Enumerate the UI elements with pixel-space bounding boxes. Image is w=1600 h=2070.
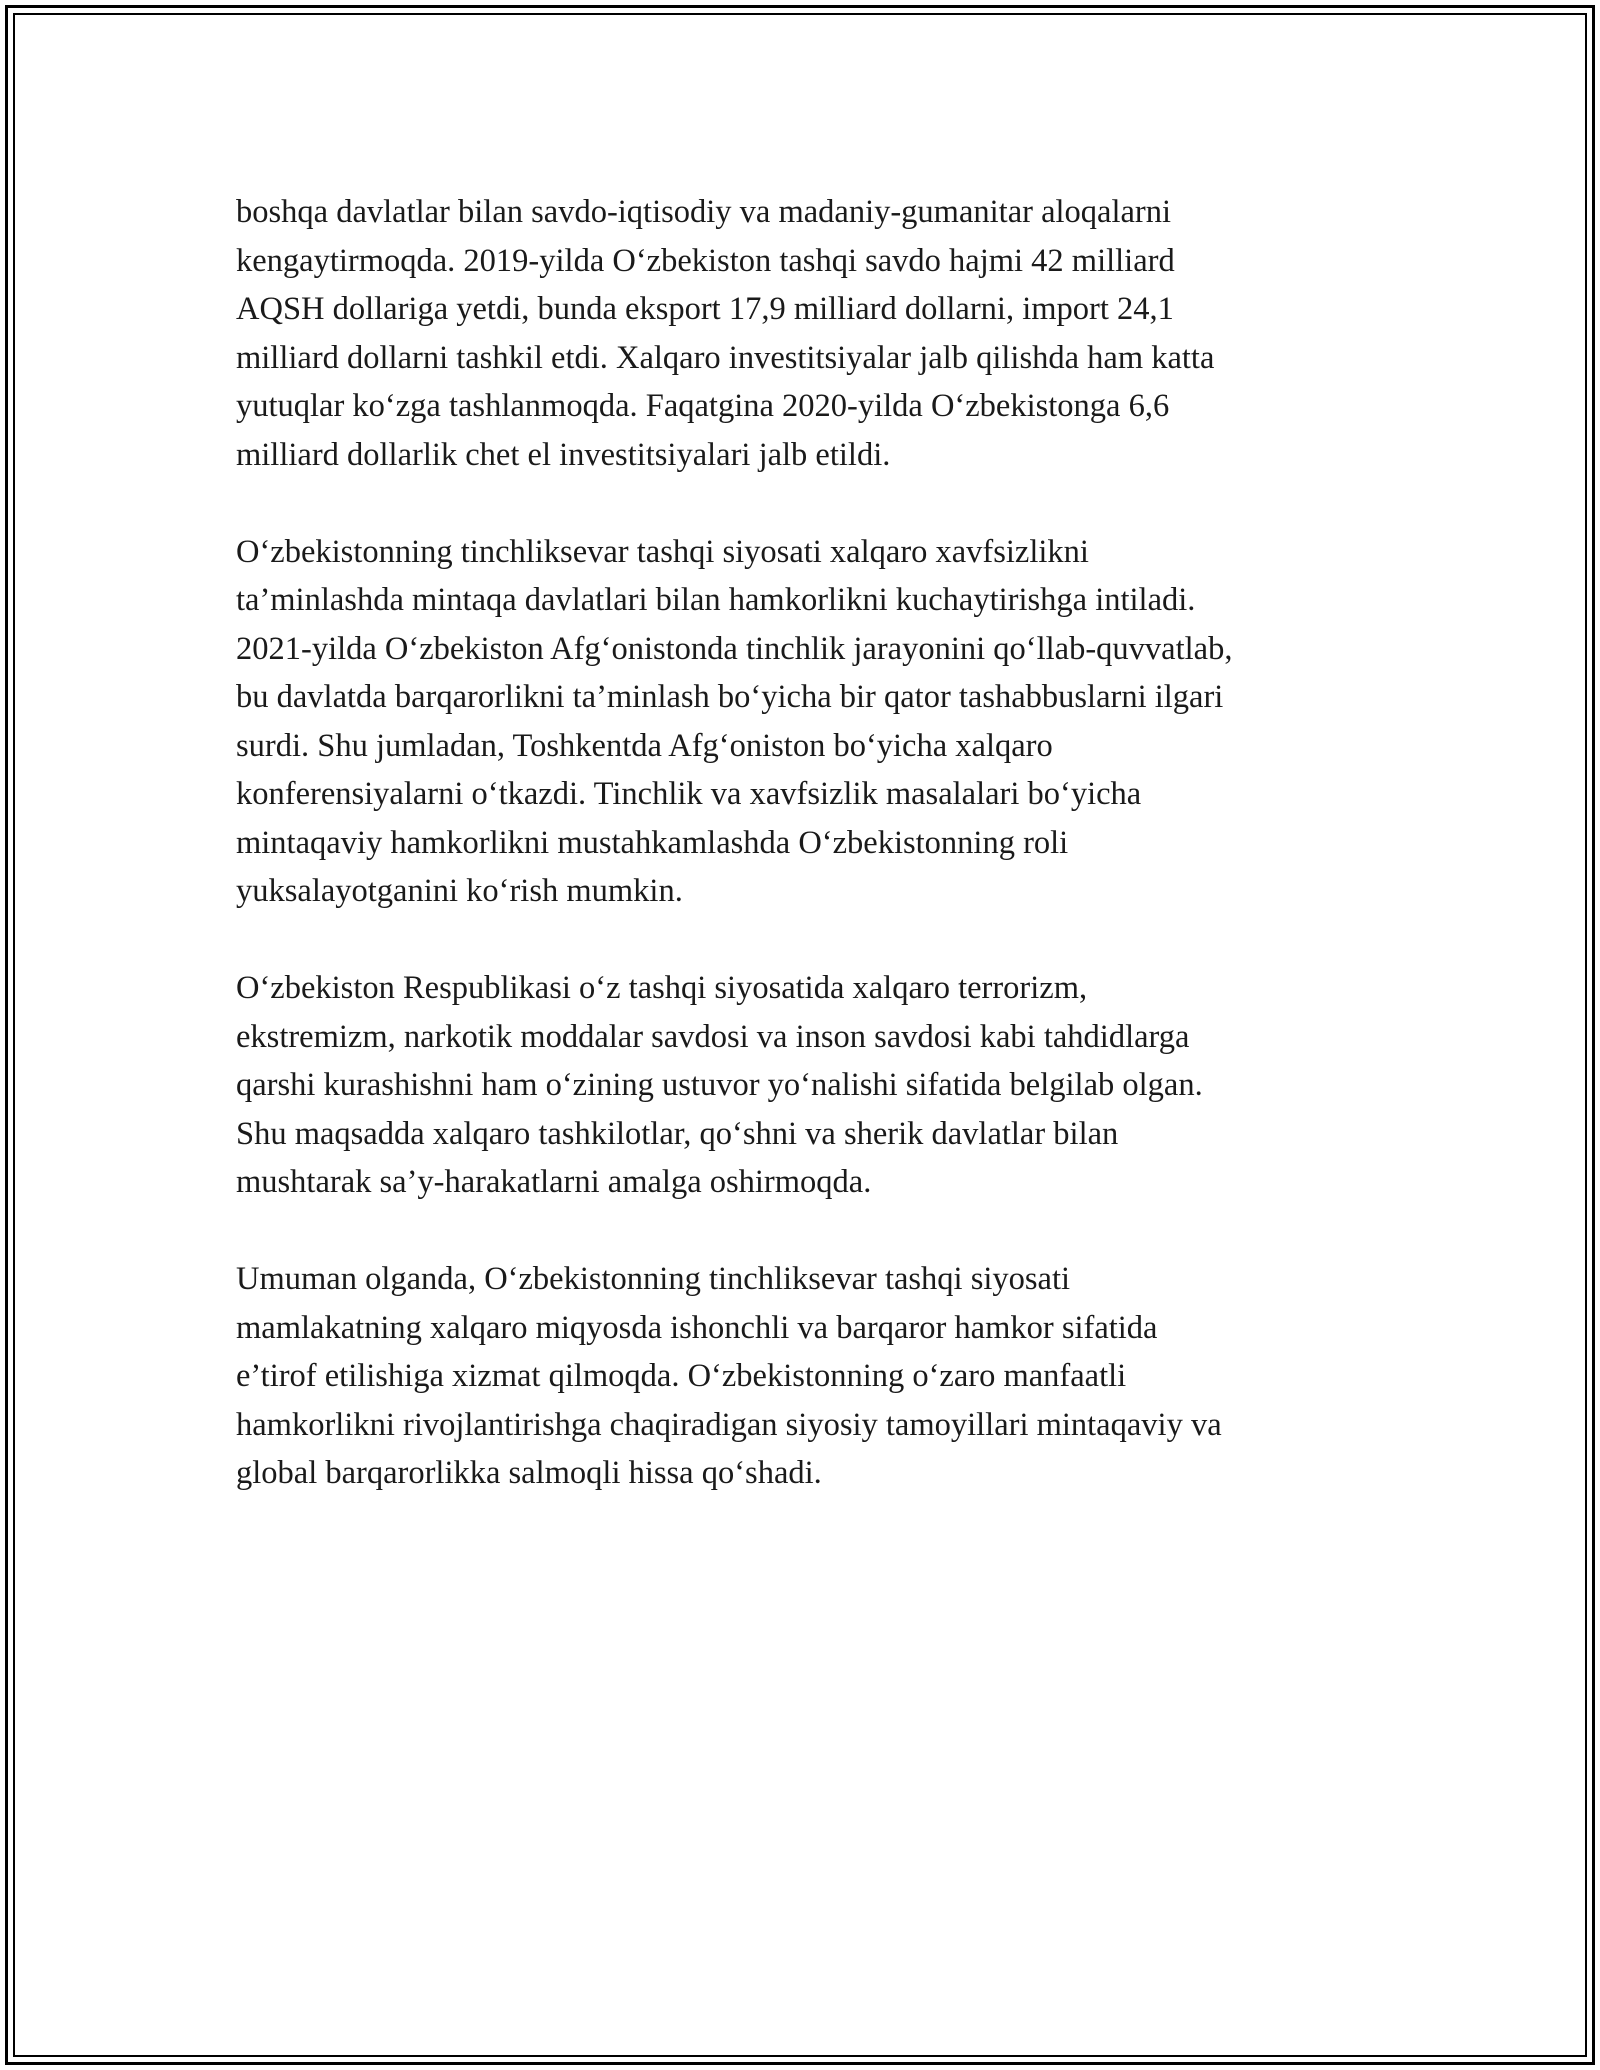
- paragraph-conclusion: Umuman olganda, O‘zbekistonning tinchliksevar tashqi siyosati mamlakatning xalqaro miqyosda ishonchli va barqaror hamkor sifatida e’tirof etilishiga xizmat qilmoqda. O‘zbekistonning o‘zaro manfaatli hamkorlikni rivojlantirishga chaqiradigan siyosiy tamoyillari mintaqaviy va global barqarorlikka salmoqli hissa qo‘shadi.: [236, 1261, 1222, 1491]
- document-body: [236, 188, 1366, 1546]
- paragraph-counter-threats: O‘zbekiston Respublikasi o‘z tashqi siyosatida xalqaro terrorizm, ekstremizm, narkotik moddalar savdosi va inson savdosi kabi tahdidlarga qarshi kurashishni ham o‘zining ustuvor yo‘nalishi sifatida belgilab olgan. Shu maqsadda xalqaro tashkilotlar, qo‘shni va sherik davlatlar bilan mushtarak sa’y-harakatlarni amalga oshirmoqda.: [236, 970, 1203, 1200]
- paragraph-trade-investment: boshqa davlatlar bilan savdo-iqtisodiy va madaniy-gumanitar aloqalarni kengaytirmoqda. 2019-yilda O‘zbekiston tashqi savdo hajmi 42 milliard AQSH dollariga yetdi, bunda eksport 17,9 milliard dollarni, import 24,1 milliard dollarni tashkil etdi. Xalqaro investitsiyalar jalb qilishda ham katta yutuqlar ko‘zga tashlanmoqda. Faqatgina 2020-yilda O‘zbekistonga 6,6 milliard dollarlik chet el investitsiyalari jalb etildi.: [236, 194, 1215, 473]
- paragraph-regional-security: O‘zbekistonning tinchliksevar tashqi siyosati xalqaro xavfsizlikni ta’minlashda mintaqa davlatlari bilan hamkorlikni kuchaytirishga intiladi. 2021-yilda O‘zbekiston Afg‘onistonda tinchlik jarayonini qo‘llab-quvvatlab, bu davlatda barqarorlikni ta’minlash bo‘yicha bir qator tashabbuslarni ilgari surdi. Shu jumladan, Toshkentda Afg‘oniston bo‘yicha xalqaro konferensiyalarni o‘tkazdi. Tinchlik va xavfsizlik masalalari bo‘yicha mintaqaviy hamkorlikni mustahkamlashda O‘zbekistonning roli yuksalayotganini ko‘rish mumkin.: [236, 533, 1233, 909]
